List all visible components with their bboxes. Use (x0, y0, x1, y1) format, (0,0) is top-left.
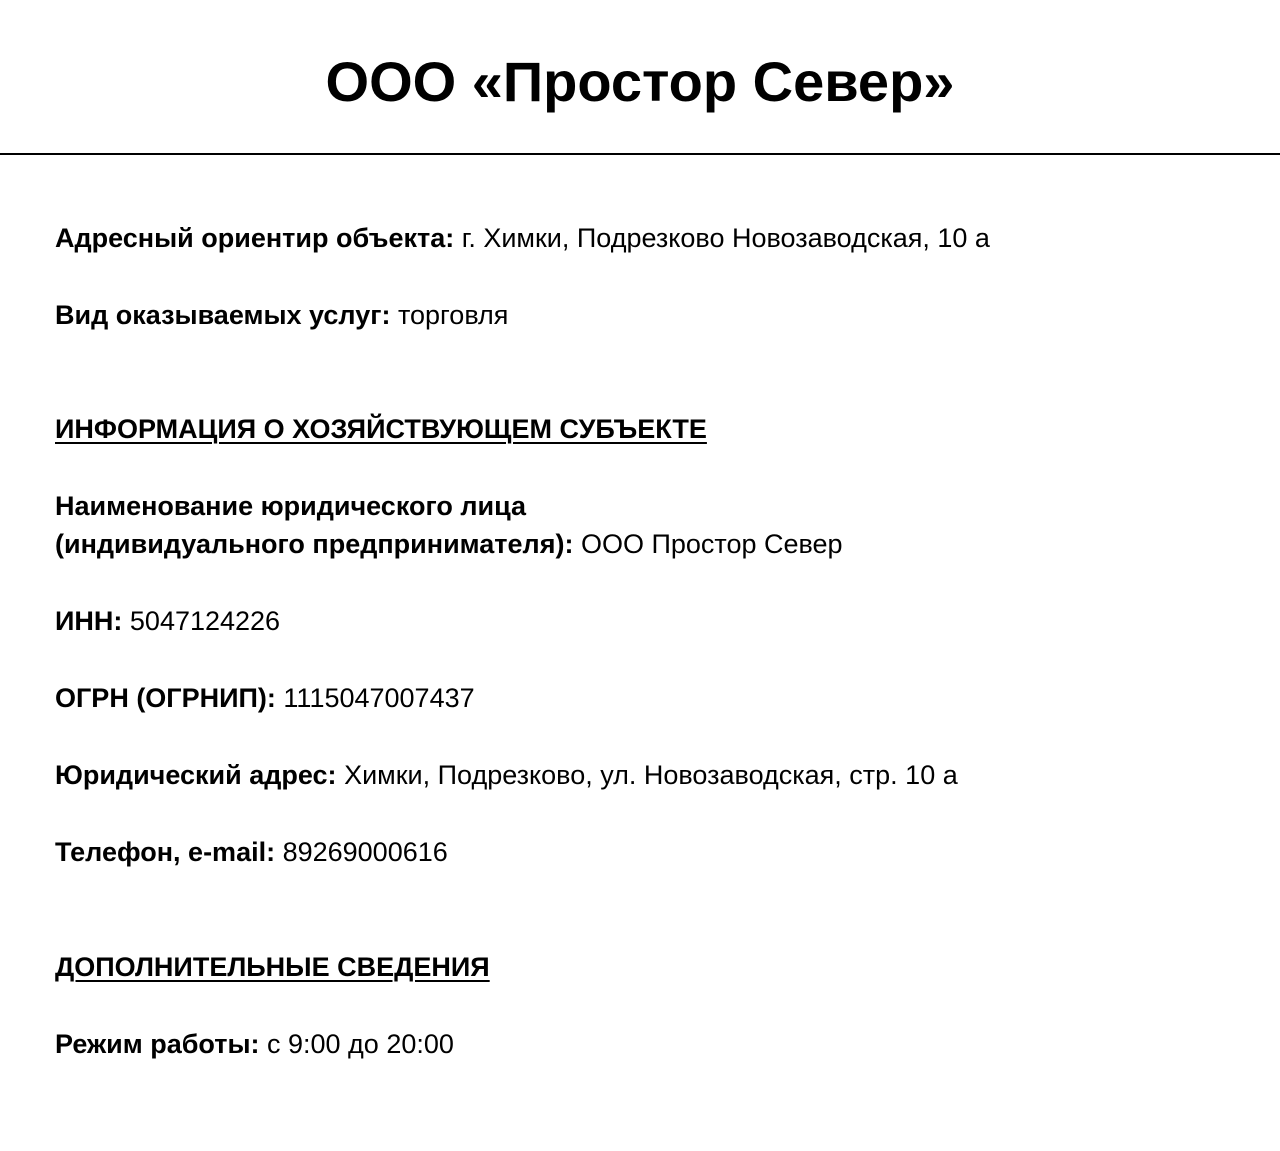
hours-value: с 9:00 до 20:00 (259, 1029, 454, 1059)
legal-address-row (55, 756, 958, 794)
ogrn-label: ОГРН (ОГРНИП): (55, 683, 276, 713)
entity-name-label-second: (индивидуального предпринимателя): (55, 529, 574, 559)
ogrn-row (55, 679, 475, 717)
contact-label: Телефон, e-mail: (55, 837, 276, 867)
entity-section-heading: ИНФОРМАЦИЯ О ХОЗЯЙСТВУЮЩЕМ СУБЪЕКТЕ (55, 414, 707, 444)
object-address-value: г. Химки, Подрезково Новозаводская, 10 а (454, 223, 990, 253)
additional-section-heading: ДОПОЛНИТЕЛЬНЫЕ СВЕДЕНИЯ (55, 952, 490, 982)
ogrn-value: 1115047007437 (275, 683, 475, 713)
object-address-row (55, 219, 990, 257)
contact-value: 89269000616 (275, 837, 448, 867)
services-label: Вид оказываемых услуг: (55, 300, 391, 330)
services-row (55, 296, 508, 334)
entity-name-label-first: Наименование юридического лица (55, 491, 527, 521)
hours-row (55, 1025, 454, 1063)
entity-name-value: ООО Простор Север (573, 529, 843, 559)
inn-value: 5047124226 (122, 606, 281, 636)
hours-label: Режим работы: (55, 1029, 260, 1059)
inn-label: ИНН: (55, 606, 123, 636)
entity-name-row (55, 525, 843, 563)
entity-name-label-line1 (55, 487, 526, 525)
services-value: торговля (390, 300, 509, 330)
title-divider (0, 153, 1280, 155)
contact-row (55, 833, 448, 871)
page-title: ООО «Простор Север» (325, 50, 955, 113)
object-address-label: Адресный ориентир объекта: (55, 223, 455, 253)
legal-address-value: Химки, Подрезково, ул. Новозаводская, стр. 10 а (336, 760, 958, 790)
inn-row (55, 602, 280, 640)
legal-address-label: Юридический адрес: (55, 760, 337, 790)
